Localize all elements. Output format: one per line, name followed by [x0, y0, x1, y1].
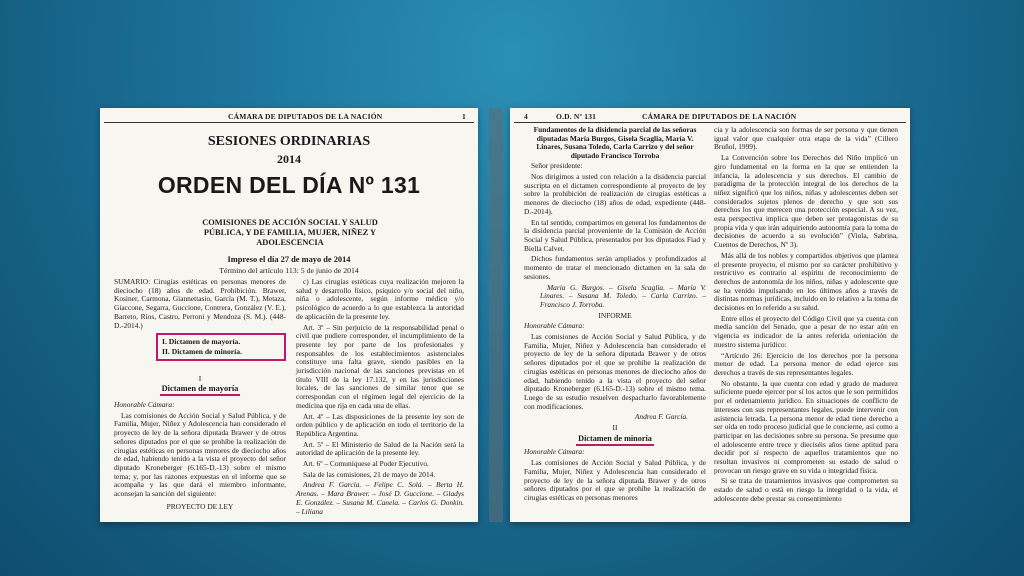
- session-heading: SESIONES ORDINARIAS: [207, 134, 371, 149]
- commissions-heading: COMISIONES DE ACCIÓN SOCIAL Y SALUD PÚBLICA, Y DE FAMILIA, MUJER, NIÑEZ Y ADOLESCENCIA: [202, 218, 378, 247]
- od-number: O.D. Nº 131: [556, 112, 597, 121]
- right-para-3: Más allá de los nobles y compartidos objetivos que plantea el presente proyecto, el mismo por su carácter prohibitivo y restrictivo es contrario al espíritu de reconocimiento de derechos de autonomía de los niños, niñas y adolescente que se ha venido impulsando en los últimos años a través de distintas normas jurídicas, incluido en lo relativo a la toma de decisiones en lo referido a su salud.: [714, 250, 898, 313]
- section-title-majority: Dictamen de mayoría: [160, 384, 241, 396]
- left-body-text: Las comisiones de Acción Social y Salud Pública, y de Familia, Mujer, Niñez y Adolescencia han considerado el proyecto de ley de la señora diputada Brawer y de otros señores diputados por el que se prohíbe la realización de cirugías estéticas en personas menores de dieciocho años de edad, habiendo tenido a la vista el proyecto del señor diputado Kroneberger (6.165-D.-13) sobre el mismo tema; y, por las razones expuestas en el informe que se acompaña y las que dará el miembro informante, aconsejan la sanción del siguiente:: [114, 410, 286, 499]
- page-header: CÁMARA DE DIPUTADOS DE LA NACIÓN: [642, 112, 797, 121]
- paragraph-2: En tal sentido, compartimos en general los fundamentos de la disidencia parcial proveniente de la Comisión de Acción Social y Salud Pública, presentados por los diputados Fiad y Biella Calvet.: [524, 217, 706, 253]
- honorable-label: Honorable Cámara:: [114, 400, 175, 409]
- box-item-majority: I. Dictamen de mayoría.: [162, 337, 241, 346]
- section-title-minority: Dictamen de minoría: [576, 435, 654, 447]
- right-para-5: “Artículo 26: Ejercicio de los derechos por la persona menor de edad. La persona menor de edad ejerce sus derechos a través de sus representantes legales.: [714, 350, 898, 377]
- senor-presidente: Señor presidente:: [531, 161, 583, 171]
- left-column: [114, 278, 286, 332]
- section-number: II: [612, 423, 618, 433]
- paragraph-4: Las comisiones de Acción Social y Salud Pública, y de Familia, Mujer, Niñez y Adolescencia han considerado el proyecto de ley de la señora diputada Brawer y de otros señores diputados por el que se prohíbe la realización de cirugías estéticas en personas menores de dieciocho años de edad, habiendo tenido a la vista el proyecto del señor diputado Kroneberger (6.165-D.-13) sobre el mismo tema. Luego de su estudio resuelven despacharlo favorablemente con modificaciones.: [524, 332, 706, 411]
- honorable-label-2: Honorable Cámara:: [524, 447, 585, 457]
- highlight-box: [156, 333, 286, 361]
- paragraph-5: Las comisiones de Acción Social y Salud Pública, y de Familia, Mujer, Niñez y Adolescencia han considerado el proyecto de ley de la señora diputada Brawer y de otros señores diputados por el que se prohíbe la realización de cirugías estéticas en personas menores: [524, 458, 706, 502]
- right-column: [714, 126, 898, 506]
- page-gutter: [489, 108, 503, 522]
- document-title: ORDEN DEL DÍA Nº 131: [157, 172, 421, 198]
- section-number: I: [198, 374, 202, 383]
- art5: Art. 5º – El Ministerio de Salud de la Nación será la autoridad de aplicación de la presente ley.: [296, 439, 464, 458]
- term-date: Término del artículo 113: 5 de junio de 2014: [219, 266, 359, 275]
- informe-heading: INFORME: [598, 310, 632, 320]
- year-heading: 2014: [277, 152, 301, 166]
- signatures: Andrea F. García. – Felipe C. Solá. – Berta H. Arenas. – Mara Brawer. – José D. Guccione. – Gladys E. González. – Susana M. Canela. – Carlos G. Donkin. – Liliana: [296, 480, 464, 516]
- header-rule: [104, 122, 474, 123]
- paragraph-3: Dichos fundamentos serán ampliados y profundizados al momento de tratar el mencionado dictamen en la sala de sesiones.: [524, 254, 706, 281]
- left-body: [114, 401, 286, 513]
- printed-date: Impreso el día 27 de mayo de 2014: [227, 255, 351, 264]
- right-para-4: Entre ellos el proyecto del Código Civil que ya cuenta con media sanción del Senado, que a pesar de no estar aún en vigencia es indicador de la antes referida orientación de nuestro sistema jurídico:: [714, 313, 898, 349]
- left-column: [524, 126, 706, 505]
- document-page-right: [510, 108, 910, 522]
- honorable-label: Honorable Cámara:: [524, 321, 585, 331]
- proyecto-heading: PROYECTO DE LEY: [166, 501, 234, 511]
- right-column: [296, 278, 464, 518]
- sala: Sala de las comisiones, 21 de mayo de 2014.: [303, 469, 436, 479]
- right-para-1: cia y la adolescencia son formas de ser persona y que tienen igual valor que cualquier otra etapa de la vida” (Cillero Bruñol, 1999).: [714, 125, 898, 152]
- page-number: 1: [462, 112, 466, 121]
- andrea-signature: Andrea F. García.: [634, 412, 688, 422]
- fundamentos-heading: Fundamentos de la disidencia parcial de las señoras diputadas María Burgos, Gisela Scaglia, María V. Linares, Susana Toledo, Carla Carrizo y del señor diputado Francisco Torroba: [533, 125, 697, 160]
- document-page-left: [100, 108, 478, 522]
- right-para-7: Si se trata de tratamientos invasivos que comprometen su estado de salud o está en riesgo la integridad o la vida, el adolescente debe prestar su consentimiento: [714, 476, 898, 503]
- item-c: c) Las cirugías estéticas cuya realización mejoren la salud y desarrollo físico, psíquico y/o social del niño, niña o adolescente, según informe médico y/o psicológico de acuerdo a lo que establezca la autoridad de aplicación de la presente ley.: [296, 277, 464, 321]
- right-para-2: La Convención sobre los Derechos del Niño implicó un giro fundamental en la forma en la que se entienden la infancia, la adolescencia y sus derechos. El cambio de paradigma de la protección integral de los derechos de la niñez significó que los niños, niñas y adolescentes deben ser considerados sujetos plenos de derecho y que son sus derechos los que merecen una protección especial. A su vez, esta perspectiva implica que deben ser protagonistas de su propia vida y que irán adquiriendo autonomía para la toma de decisiones de acuerdo a su evolución” (Viola, Sabrina, Cuentos de Derechos, Nº 3).: [714, 153, 898, 250]
- art4: Art. 4º – Las disposiciones de la presente ley son de orden público y de aplicación en todo el territorio de la República Argentina.: [296, 411, 464, 438]
- page-header: CÁMARA DE DIPUTADOS DE LA NACIÓN: [228, 112, 383, 121]
- header-rule: [514, 122, 906, 123]
- art3: Art. 3º – Sin perjuicio de la responsabilidad penal o civil que pudiere corresponder, el incumplimiento de la presente ley por parte de los profesionales y responsables de los establecimientos asistenciales constituye una falta grave, siendo pasibles en la jurisdicción nacional de las sanciones previstas en el título VIII de la ley 17.132, y en las jurisdicciones locales, de las sanciones de similar tenor que se correspondan con el régimen legal del ejercicio de la medicina que rija en cada una de ellas.: [296, 322, 464, 410]
- signers: María G. Burgos. – Gisela Scaglia. – María V. Linares. – Susana M. Toledo. – Carla Carrizo. – Francisco J. Torroba.: [540, 282, 706, 309]
- right-para-6: No obstante, la que cuenta con edad y grado de madurez suficiente puede ejercer por sí los actos que le son permitidos por el ordenamiento jurídico. En situaciones de conflicto de intereses con sus representantes legales, puede intervenir con asistencia letrada. La persona menor de edad tiene derecho a ser oída en todo proceso judicial que le concierne, así como a participar en las decisiones sobre su persona. Se presume que el adolescente entre trece y dieciséis años tiene aptitud para decidir por sí respecto de aquellos tratamientos que no resultan invasivos ni comprometen su estado de salud o provocan un riesgo grave en su vida o integridad física.: [714, 378, 898, 475]
- summary: SUMARIO: Cirugías estéticas en personas menores de dieciocho (18) años de edad. Prohibición. Brawer, Kosiner, Carmona, Giannettasio, García (M. T.), Metaza, Giaccone, Segarra, Guccione, Contrera, González (V. E.), Barreto, Ríos, Castro, Perroni y Mendoza (S. M.). (448-D.-2014.): [114, 277, 286, 330]
- art6: Art. 6º – Comuníquese al Poder Ejecutivo.: [303, 459, 429, 469]
- paragraph-1: Nos dirigimos a usted con relación a la disidencia parcial suscripta en el dictamen correspondiente al proyecto de ley sobre la prohibición de realización de cirugías estéticas a menores de dieciocho (18) años de edad, expediente (448-D.-2014).: [524, 172, 706, 216]
- page-number: 4: [524, 112, 528, 121]
- box-item-minority: II. Dictamen de minoría.: [162, 347, 242, 356]
